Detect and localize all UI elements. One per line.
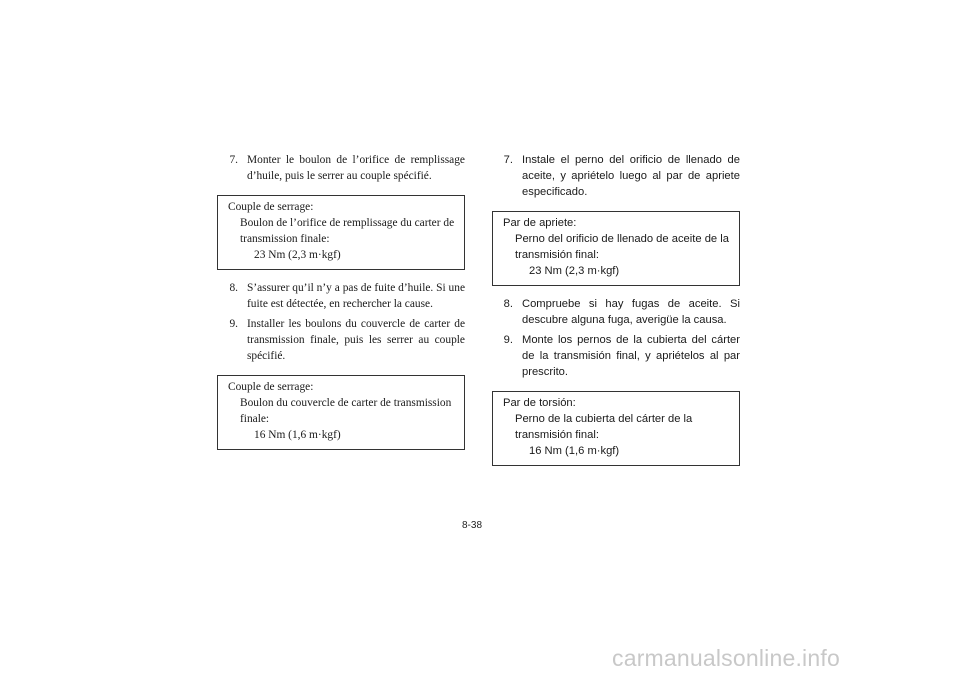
step-9-es bbox=[492, 332, 740, 380]
step-text: Instale el perno del orificio de llenado de aceite, y apriételo luego al par de apriete especificado. bbox=[522, 154, 740, 198]
spec-title: Couple de serrage: bbox=[228, 381, 314, 393]
torque-spec-box-fr-1 bbox=[217, 195, 465, 270]
step-8-fr bbox=[217, 280, 465, 312]
spec-title: Par de apriete: bbox=[503, 217, 577, 229]
step-7-es bbox=[492, 152, 740, 200]
step-text: S’assurer qu’il n’y a pas de fuite d’huile. Si une fuite est détectée, en rechercher la cause. bbox=[247, 282, 465, 310]
spec-item: Boulon de l’orifice de remplissage du carter de transmission finale: bbox=[240, 217, 455, 245]
step-text: Monter le boulon de l’orifice de remplissage d’huile, puis le serrer au couple spécifié. bbox=[247, 154, 465, 182]
spec-item: Perno del orificio de llenado de aceite de la transmisión final: bbox=[515, 233, 729, 261]
torque-spec-box-fr-2 bbox=[217, 375, 465, 450]
spec-title: Couple de serrage: bbox=[228, 201, 314, 213]
step-9-fr bbox=[217, 316, 465, 364]
step-7-fr bbox=[217, 152, 465, 184]
step-number: 8. bbox=[503, 298, 513, 310]
french-column bbox=[217, 152, 465, 460]
spanish-column bbox=[492, 152, 740, 476]
step-8-es bbox=[492, 296, 740, 328]
step-text: Installer les boulons du couvercle de carter de transmission finale, puis les serrer au couple spécifié. bbox=[247, 318, 465, 362]
spec-item: Boulon du couvercle de carter de transmission finale: bbox=[240, 397, 452, 425]
step-number: 9. bbox=[503, 334, 513, 346]
step-number: 9. bbox=[229, 318, 238, 330]
spec-value: 23 Nm (2,3 m·kgf) bbox=[254, 249, 341, 261]
step-number: 7. bbox=[229, 154, 238, 166]
step-number: 7. bbox=[503, 154, 513, 166]
watermark: carmanualsonline.info bbox=[612, 645, 840, 671]
step-text: Compruebe si hay fugas de aceite. Si descubre alguna fuga, averigüe la causa. bbox=[522, 298, 740, 326]
spec-value: 16 Nm (1,6 m·kgf) bbox=[254, 429, 341, 441]
spec-value: 23 Nm (2,3 m·kgf) bbox=[529, 265, 620, 277]
torque-spec-box-es-2 bbox=[492, 391, 740, 466]
spec-title: Par de torsión: bbox=[503, 397, 576, 409]
torque-spec-box-es-1 bbox=[492, 211, 740, 286]
spec-item: Perno de la cubierta del cárter de la transmisión final: bbox=[515, 413, 693, 441]
step-number: 8. bbox=[229, 282, 238, 294]
step-text: Monte los pernos de la cubierta del cárter de la transmisión final, y apriételos al par prescrito. bbox=[522, 334, 740, 378]
page-number: 8-38 bbox=[462, 520, 483, 531]
spec-value: 16 Nm (1,6 m·kgf) bbox=[529, 445, 620, 457]
